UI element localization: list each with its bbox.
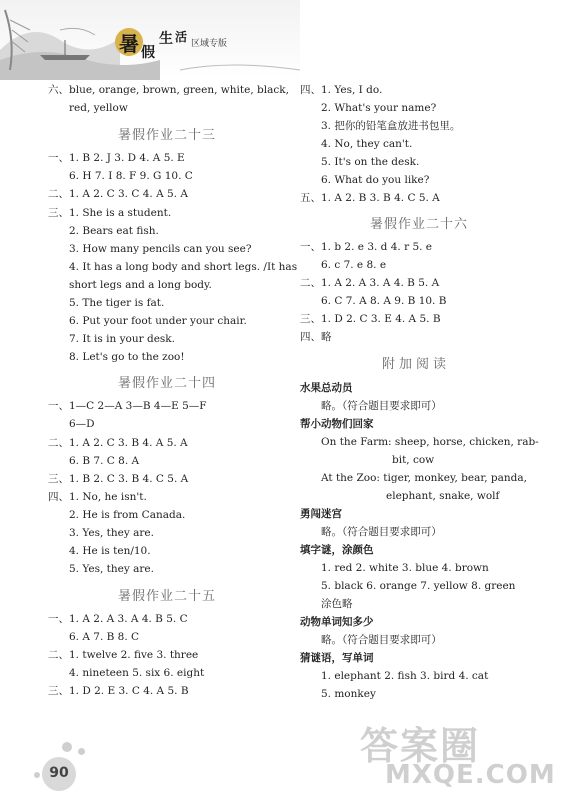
answer-line: 4. No, they can't. [321,138,413,150]
answer-line: 4. He is ten/10. [69,545,151,557]
answer-line: On the Farm: sheep, horse, chicken, rab- [321,436,539,448]
answer-line: 5. monkey [321,688,376,700]
answer-line: 四、略 [300,331,332,343]
answer-line: 略。（符合题目要求即可） [321,400,442,412]
answer-line: 三、1. She is a student. [48,207,172,219]
answer-line: 2. He is from Canada. [69,509,186,521]
answer-line: 四、1. No, he isn't. [48,491,147,503]
answer-line: 3. 把你的铅笔盒放进书包里。 [321,120,461,132]
section-title: 附加阅读 [382,357,451,372]
answer-line: 6. B 7. C 8. A [69,455,140,467]
answer-line: 1. elephant 2. fish 3. bird 4. cat [321,670,489,682]
answer-line: 5. It's on the desk. [321,156,420,168]
answer-line: 二、1. twelve 2. five 3. three [48,649,199,661]
answer-line: 6—D [69,418,95,430]
answer-line: 三、1. D 2. C 3. E 4. A 5. B [300,313,441,325]
decor-dot [62,742,72,752]
brand-char-2: 假 [141,45,155,61]
answer-line: 8. Let's go to the zoo! [69,351,185,363]
answer-line: 一、1. A 2. A 3. A 4. B 5. C [48,613,188,625]
brand-char-1: 暑 [119,32,139,56]
extra-heading: 猜谜语，写单词 [300,652,374,664]
answer-line: At the Zoo: tiger, monkey, bear, panda, [321,472,527,484]
answer-line: 二、1. A 2. C 3. C 4. A 5. A [48,188,188,200]
extra-heading: 动物单词知多少 [300,616,374,628]
answer-line: 7. It is in your desk. [69,333,175,345]
watermark-url: MXQE.COM [385,760,556,790]
answer-line: 四、1. Yes, I do. [300,84,383,96]
page-number: 90 [49,765,69,781]
answer-line: 3. Yes, they are. [69,527,154,539]
edition-label: 区域专版 [191,39,228,49]
section-title: 暑假作业二十三 [118,128,217,143]
section-title: 暑假作业二十六 [370,217,469,232]
brand-char-3: 生 [159,31,173,47]
brand-char-4: 活 [175,30,188,44]
answer-line: 4. It has a long body and short legs. /It has [69,261,298,273]
answer-line: 2. Bears eat fish. [69,225,159,237]
answer-line: 4. nineteen 5. six 6. eight [69,667,205,679]
answer-line: 二、1. A 2. C 3. B 4. A 5. A [48,437,188,449]
answer-line: 2. What's your name? [321,102,437,114]
section-title: 暑假作业二十五 [118,589,217,604]
answer-line: 3. How many pencils can you see? [69,243,252,255]
watermark-text: 答案圈 [360,724,481,768]
answer-line: 5. black 6. orange 7. yellow 8. green [321,580,516,592]
brand-logo [115,18,275,68]
answer-line: 6. A 7. B 8. C [69,631,140,643]
answer-line: 二、1. A 2. A 3. A 4. B 5. A [300,277,440,289]
answer-line: 6. H 7. I 8. F 9. G 10. C [69,170,193,182]
answer-line: 6. C 7. A 8. A 9. B 10. B [321,295,447,307]
answer-line: 三、1. D 2. E 3. C 4. A 5. B [48,685,189,697]
answer-line: 六、blue, orange, brown, green, white, black, [48,84,289,96]
extra-heading: 帮小动物们回家 [300,418,374,430]
answer-line: red, yellow [69,102,128,114]
answer-line: 5. The tiger is fat. [69,297,165,309]
answer-line: 五、1. A 2. B 3. B 4. C 5. A [300,192,440,204]
answer-line: bit, cow [392,454,435,466]
answer-line: short legs and a long body. [69,279,212,291]
extra-heading: 勇闯迷宫 [300,508,342,520]
answer-line: 1. red 2. white 3. blue 4. brown [321,562,489,574]
answer-line: elephant, snake, wolf [386,490,500,502]
extra-heading: 填字谜，涂颜色 [300,544,374,556]
decor-dot [34,772,40,778]
answer-line: 涂色略 [321,598,353,610]
answer-line: 略。（符合题目要求即可） [321,526,442,538]
answer-line: 6. What do you like? [321,174,430,186]
section-title: 暑假作业二十四 [118,376,217,391]
answer-line: 6. Put your foot under your chair. [69,315,247,327]
answer-line: 6. c 7. e 8. e [321,259,387,271]
decor-dot [78,748,85,755]
extra-heading: 水果总动员 [300,382,353,394]
answer-line: 一、1—C 2—A 3—B 4—E 5—F [48,400,207,412]
answer-line: 三、1. B 2. C 3. B 4. C 5. A [48,473,189,485]
answer-line: 5. Yes, they are. [69,563,154,575]
answer-line: 一、1. b 2. e 3. d 4. r 5. e [300,241,433,253]
answer-line: 一、1. B 2. J 3. D 4. A 5. E [48,152,185,164]
answer-line: 略。（符合题目要求即可） [321,634,442,646]
